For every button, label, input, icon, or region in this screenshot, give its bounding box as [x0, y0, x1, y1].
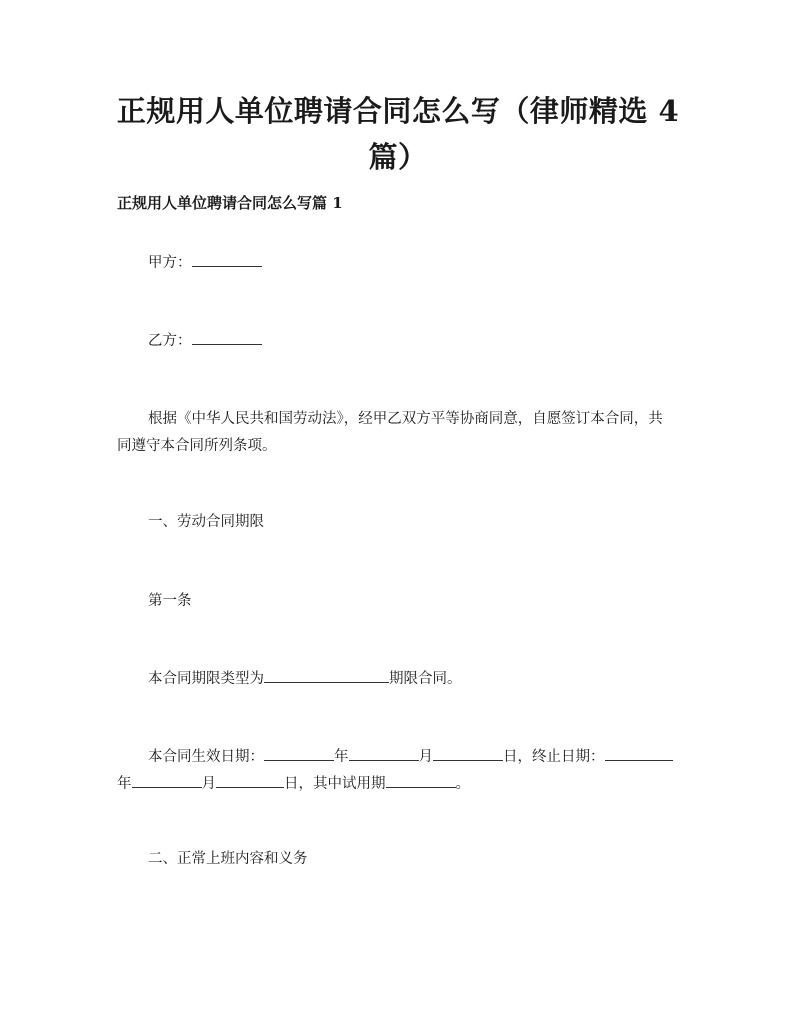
- start-day-blank: [433, 746, 503, 761]
- party-a-line: [117, 250, 677, 277]
- party-a-blank: [192, 252, 262, 267]
- article-one-heading: 第一条: [148, 593, 192, 609]
- term-type-blank: [264, 668, 389, 683]
- start-date-label: 本合同生效日期：: [148, 749, 264, 765]
- document-title: 正规用人单位聘请合同怎么写（律师精选 4 篇）: [116, 94, 680, 174]
- term-type-line: [117, 666, 677, 693]
- end-year-unit: 年: [117, 776, 132, 792]
- probation-blank: [386, 773, 456, 788]
- section-heading: 正规用人单位聘请合同怎么写篇 1: [117, 194, 343, 212]
- term-type-after: 期限合同。: [389, 671, 462, 687]
- start-month-unit: 月: [418, 749, 433, 765]
- chapter-one-heading: 一、劳动合同期限: [148, 514, 264, 530]
- start-year-blank: [264, 746, 334, 761]
- end-year-blank: [605, 746, 673, 761]
- party-a-label: 甲方：: [148, 255, 192, 271]
- end-date-label: 日，终止日期：: [503, 749, 605, 765]
- end-month-unit: 月: [201, 776, 216, 792]
- probation-label: 日，其中试用期: [284, 776, 386, 792]
- end-month-blank: [132, 773, 202, 788]
- start-month-blank: [349, 746, 419, 761]
- start-year-unit: 年: [334, 749, 349, 765]
- sentence-end: 。: [455, 776, 470, 792]
- preamble-paragraph: 根据《中华人民共和国劳动法》，经甲乙双方平等协商同意，自愿签订本合同，共同遵守本合同所列条项。: [117, 411, 663, 454]
- end-day-blank: [216, 773, 284, 788]
- effective-dates-paragraph: [117, 744, 677, 798]
- party-b-label: 乙方：: [148, 333, 192, 349]
- chapter-two-heading: 二、正常上班内容和义务: [148, 851, 308, 867]
- party-b-line: [117, 328, 677, 355]
- party-b-blank: [192, 330, 262, 345]
- term-type-before: 本合同期限类型为: [148, 671, 264, 687]
